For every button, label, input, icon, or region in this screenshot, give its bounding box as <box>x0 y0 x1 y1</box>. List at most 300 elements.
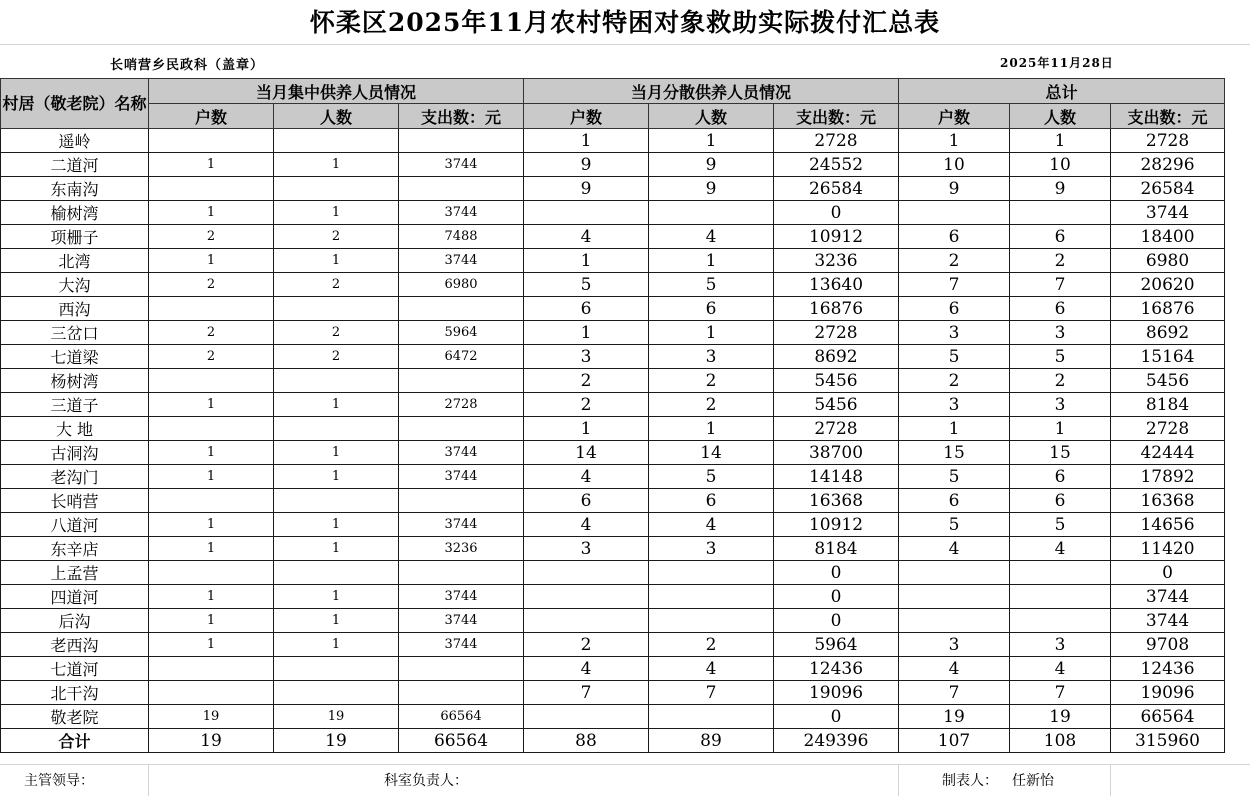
total-expense-cell: 6980 <box>1111 249 1225 273</box>
dispersed-persons-cell: 9 <box>649 153 774 177</box>
dispersed-expense-cell: 38700 <box>774 441 899 465</box>
header-centralized-support: 当月集中供养人员情况 <box>149 79 524 104</box>
central-persons-cell <box>274 417 399 441</box>
table-row <box>1 681 1225 705</box>
central-persons-cell <box>274 297 399 321</box>
total-households-cell: 4 <box>899 657 1010 681</box>
total-expense-cell: 19096 <box>1111 681 1225 705</box>
total-persons-cell: 5 <box>1010 513 1111 537</box>
total-households-cell: 5 <box>899 465 1010 489</box>
total-persons-cell: 6 <box>1010 225 1111 249</box>
central-persons-cell <box>274 369 399 393</box>
total-dispersed-expense-cell: 249396 <box>774 729 899 753</box>
dispersed-persons-cell: 3 <box>649 537 774 561</box>
central-expense-cell: 3236 <box>399 537 524 561</box>
dispersed-expense-cell: 0 <box>774 201 899 225</box>
central-households-cell: 2 <box>149 225 274 249</box>
table-row <box>1 609 1225 633</box>
total-expense-cell: 14656 <box>1111 513 1225 537</box>
village-name-cell: 遥岭 <box>1 129 149 153</box>
table-row <box>1 273 1225 297</box>
total-households-cell: 5 <box>899 513 1010 537</box>
total-persons-cell: 3 <box>1010 633 1111 657</box>
header-expense: 支出数：元 <box>399 104 524 129</box>
dispersed-expense-cell: 10912 <box>774 225 899 249</box>
central-households-cell <box>149 369 274 393</box>
total-households-cell <box>899 561 1010 585</box>
total-persons-cell <box>1010 201 1111 225</box>
total-persons-cell: 10 <box>1010 153 1111 177</box>
central-persons-cell: 1 <box>274 633 399 657</box>
village-name-cell: 杨树湾 <box>1 369 149 393</box>
total-persons-cell: 3 <box>1010 321 1111 345</box>
village-name-cell: 古洞沟 <box>1 441 149 465</box>
dispersed-households-cell: 4 <box>524 513 649 537</box>
central-persons-cell: 1 <box>274 609 399 633</box>
dispersed-households-cell <box>524 201 649 225</box>
total-households-cell: 5 <box>899 345 1010 369</box>
dispersed-persons-cell: 2 <box>649 393 774 417</box>
total-central-expense-cell: 66564 <box>399 729 524 753</box>
total-expense-cell: 2728 <box>1111 129 1225 153</box>
total-expense-cell: 2728 <box>1111 417 1225 441</box>
dispersed-persons-cell: 2 <box>649 633 774 657</box>
dispersed-expense-cell: 16368 <box>774 489 899 513</box>
dispersed-households-cell: 6 <box>524 489 649 513</box>
dispersed-persons-cell: 5 <box>649 273 774 297</box>
central-households-cell: 1 <box>149 393 274 417</box>
dispersed-expense-cell: 5456 <box>774 393 899 417</box>
office-stamp-label: 长哨营乡民政科（盖章） <box>110 58 265 73</box>
dispersed-households-cell: 4 <box>524 465 649 489</box>
signature-footer <box>0 764 1250 793</box>
header-households: 户数 <box>524 104 649 129</box>
central-expense-cell: 3744 <box>399 585 524 609</box>
preparer-label: 制表人： <box>942 773 998 789</box>
dispersed-expense-cell: 26584 <box>774 177 899 201</box>
village-name-cell: 长哨营 <box>1 489 149 513</box>
village-name-cell: 老西沟 <box>1 633 149 657</box>
table-row <box>1 321 1225 345</box>
village-name-cell: 北干沟 <box>1 681 149 705</box>
central-households-cell <box>149 129 274 153</box>
village-name-cell: 三岔口 <box>1 321 149 345</box>
central-expense-cell: 66564 <box>399 705 524 729</box>
dispersed-persons-cell: 4 <box>649 657 774 681</box>
total-households-cell: 6 <box>899 225 1010 249</box>
dispersed-households-cell: 4 <box>524 225 649 249</box>
central-expense-cell <box>399 681 524 705</box>
central-households-cell: 2 <box>149 321 274 345</box>
dispersed-persons-cell: 1 <box>649 321 774 345</box>
total-households-cell: 6 <box>899 489 1010 513</box>
dispersed-persons-cell <box>649 705 774 729</box>
table-row <box>1 585 1225 609</box>
table-row <box>1 129 1225 153</box>
total-total-expense-cell: 315960 <box>1111 729 1225 753</box>
header-total: 总计 <box>899 79 1225 104</box>
central-expense-cell <box>399 561 524 585</box>
village-name-cell: 老沟门 <box>1 465 149 489</box>
village-name-cell: 东南沟 <box>1 177 149 201</box>
table-body <box>1 129 1225 753</box>
total-persons-cell <box>1010 609 1111 633</box>
grand-total-row <box>1 729 1225 753</box>
central-persons-cell: 2 <box>274 345 399 369</box>
total-expense-cell: 9708 <box>1111 633 1225 657</box>
relief-summary-table <box>0 78 1225 753</box>
dispersed-persons-cell: 4 <box>649 225 774 249</box>
total-persons-cell: 2 <box>1010 369 1111 393</box>
total-households-cell: 3 <box>899 633 1010 657</box>
total-households-cell <box>899 585 1010 609</box>
central-persons-cell <box>274 129 399 153</box>
central-persons-cell: 1 <box>274 537 399 561</box>
dispersed-households-cell <box>524 705 649 729</box>
total-households-cell: 9 <box>899 177 1010 201</box>
header-persons: 人数 <box>274 104 399 129</box>
total-dispersed-households-cell: 88 <box>524 729 649 753</box>
central-expense-cell <box>399 417 524 441</box>
total-persons-cell <box>1010 585 1111 609</box>
central-persons-cell: 1 <box>274 513 399 537</box>
central-persons-cell: 1 <box>274 393 399 417</box>
total-expense-cell: 16876 <box>1111 297 1225 321</box>
village-name-cell: 榆树湾 <box>1 201 149 225</box>
total-expense-cell: 66564 <box>1111 705 1225 729</box>
village-name-cell: 敬老院 <box>1 705 149 729</box>
total-expense-cell: 3744 <box>1111 609 1225 633</box>
dispersed-persons-cell <box>649 609 774 633</box>
dispersed-households-cell: 2 <box>524 369 649 393</box>
header-households: 户数 <box>149 104 274 129</box>
table-row <box>1 513 1225 537</box>
dispersed-households-cell: 1 <box>524 249 649 273</box>
report-date: 2025年11月28日 <box>1000 56 1114 70</box>
central-households-cell: 1 <box>149 585 274 609</box>
header-village-name: 村居（敬老院）名称 <box>1 79 149 129</box>
total-persons-cell: 4 <box>1010 537 1111 561</box>
total-households-cell: 7 <box>899 273 1010 297</box>
total-households-cell: 4 <box>899 537 1010 561</box>
footer-gridline <box>148 764 149 796</box>
header-persons: 人数 <box>1010 104 1111 129</box>
total-households-cell <box>899 201 1010 225</box>
central-expense-cell: 6980 <box>399 273 524 297</box>
dispersed-persons-cell: 4 <box>649 513 774 537</box>
central-expense-cell: 2728 <box>399 393 524 417</box>
dispersed-expense-cell: 5456 <box>774 369 899 393</box>
total-persons-cell: 15 <box>1010 441 1111 465</box>
dispersed-households-cell: 1 <box>524 129 649 153</box>
total-persons-cell: 6 <box>1010 465 1111 489</box>
dispersed-households-cell: 6 <box>524 297 649 321</box>
dispersed-persons-cell: 3 <box>649 345 774 369</box>
central-expense-cell: 3744 <box>399 201 524 225</box>
total-households-cell: 7 <box>899 681 1010 705</box>
header-households: 户数 <box>899 104 1010 129</box>
village-name-cell: 东辛店 <box>1 537 149 561</box>
total-persons-cell: 4 <box>1010 657 1111 681</box>
central-persons-cell <box>274 657 399 681</box>
central-persons-cell <box>274 177 399 201</box>
central-persons-cell: 1 <box>274 201 399 225</box>
dispersed-expense-cell: 13640 <box>774 273 899 297</box>
dispersed-expense-cell: 0 <box>774 705 899 729</box>
dispersed-persons-cell: 1 <box>649 417 774 441</box>
central-persons-cell: 19 <box>274 705 399 729</box>
central-expense-cell: 7488 <box>399 225 524 249</box>
total-expense-cell: 16368 <box>1111 489 1225 513</box>
table-row <box>1 201 1225 225</box>
header-persons: 人数 <box>649 104 774 129</box>
total-village-name-cell: 合计 <box>1 729 149 753</box>
table-row <box>1 249 1225 273</box>
total-expense-cell: 17892 <box>1111 465 1225 489</box>
table-row <box>1 633 1225 657</box>
dispersed-expense-cell: 24552 <box>774 153 899 177</box>
header-expense: 支出数：元 <box>774 104 899 129</box>
central-persons-cell <box>274 561 399 585</box>
dispersed-expense-cell: 5964 <box>774 633 899 657</box>
dispersed-households-cell: 1 <box>524 417 649 441</box>
table-row <box>1 705 1225 729</box>
central-persons-cell: 2 <box>274 273 399 297</box>
total-total-persons-cell: 108 <box>1010 729 1111 753</box>
central-expense-cell <box>399 129 524 153</box>
dispersed-expense-cell: 8184 <box>774 537 899 561</box>
dispersed-persons-cell <box>649 585 774 609</box>
table-row <box>1 393 1225 417</box>
total-households-cell: 19 <box>899 705 1010 729</box>
dispersed-households-cell: 9 <box>524 177 649 201</box>
central-households-cell: 1 <box>149 513 274 537</box>
preparer-name: 任新怡 <box>1012 773 1054 789</box>
total-expense-cell: 28296 <box>1111 153 1225 177</box>
central-households-cell: 1 <box>149 201 274 225</box>
dispersed-persons-cell: 5 <box>649 465 774 489</box>
total-households-cell: 3 <box>899 321 1010 345</box>
dispersed-households-cell <box>524 561 649 585</box>
central-households-cell <box>149 297 274 321</box>
total-central-households-cell: 19 <box>149 729 274 753</box>
central-households-cell: 19 <box>149 705 274 729</box>
dispersed-households-cell: 3 <box>524 537 649 561</box>
central-persons-cell <box>274 489 399 513</box>
footer-gridline <box>898 764 899 796</box>
central-expense-cell: 3744 <box>399 153 524 177</box>
total-persons-cell: 5 <box>1010 345 1111 369</box>
village-name-cell: 上孟营 <box>1 561 149 585</box>
dispersed-expense-cell: 2728 <box>774 417 899 441</box>
dispersed-households-cell <box>524 585 649 609</box>
dispersed-persons-cell: 6 <box>649 489 774 513</box>
dispersed-expense-cell: 8692 <box>774 345 899 369</box>
central-expense-cell: 3744 <box>399 633 524 657</box>
central-persons-cell: 1 <box>274 465 399 489</box>
leader-label: 主管领导： <box>24 773 94 789</box>
dispersed-expense-cell: 10912 <box>774 513 899 537</box>
central-households-cell: 1 <box>149 249 274 273</box>
total-persons-cell: 6 <box>1010 489 1111 513</box>
dispersed-expense-cell: 14148 <box>774 465 899 489</box>
table-row <box>1 177 1225 201</box>
village-name-cell: 项栅子 <box>1 225 149 249</box>
central-expense-cell: 3744 <box>399 249 524 273</box>
village-name-cell: 大沟 <box>1 273 149 297</box>
total-persons-cell: 9 <box>1010 177 1111 201</box>
subtitle-row <box>0 44 1250 78</box>
village-name-cell: 二道河 <box>1 153 149 177</box>
dispersed-persons-cell <box>649 561 774 585</box>
central-households-cell: 2 <box>149 273 274 297</box>
total-central-persons-cell: 19 <box>274 729 399 753</box>
central-expense-cell: 3744 <box>399 609 524 633</box>
total-households-cell: 1 <box>899 417 1010 441</box>
dispersed-expense-cell: 3236 <box>774 249 899 273</box>
total-persons-cell: 1 <box>1010 129 1111 153</box>
total-expense-cell: 3744 <box>1111 585 1225 609</box>
total-expense-cell: 42444 <box>1111 441 1225 465</box>
central-households-cell: 1 <box>149 465 274 489</box>
central-households-cell <box>149 177 274 201</box>
table-row <box>1 369 1225 393</box>
dispersed-households-cell: 5 <box>524 273 649 297</box>
dispersed-households-cell: 3 <box>524 345 649 369</box>
table-row <box>1 489 1225 513</box>
total-dispersed-persons-cell: 89 <box>649 729 774 753</box>
total-expense-cell: 20620 <box>1111 273 1225 297</box>
total-expense-cell: 15164 <box>1111 345 1225 369</box>
central-expense-cell: 3744 <box>399 465 524 489</box>
table-row <box>1 657 1225 681</box>
dispersed-expense-cell: 16876 <box>774 297 899 321</box>
table-row <box>1 345 1225 369</box>
total-expense-cell: 0 <box>1111 561 1225 585</box>
table-row <box>1 465 1225 489</box>
total-households-cell: 2 <box>899 249 1010 273</box>
central-households-cell: 1 <box>149 441 274 465</box>
central-expense-cell <box>399 489 524 513</box>
total-persons-cell: 7 <box>1010 273 1111 297</box>
footer-gridline <box>1110 764 1111 796</box>
dispersed-households-cell: 14 <box>524 441 649 465</box>
total-expense-cell: 5456 <box>1111 369 1225 393</box>
central-households-cell <box>149 561 274 585</box>
village-name-cell: 四道河 <box>1 585 149 609</box>
central-persons-cell: 2 <box>274 225 399 249</box>
total-expense-cell: 8184 <box>1111 393 1225 417</box>
central-persons-cell: 1 <box>274 249 399 273</box>
total-expense-cell: 8692 <box>1111 321 1225 345</box>
central-expense-cell: 3744 <box>399 513 524 537</box>
village-name-cell: 大 地 <box>1 417 149 441</box>
central-persons-cell: 1 <box>274 441 399 465</box>
table-row <box>1 225 1225 249</box>
table-row <box>1 441 1225 465</box>
village-name-cell: 七道河 <box>1 657 149 681</box>
dispersed-expense-cell: 2728 <box>774 129 899 153</box>
central-households-cell: 1 <box>149 633 274 657</box>
central-persons-cell <box>274 681 399 705</box>
total-persons-cell: 2 <box>1010 249 1111 273</box>
central-expense-cell: 5964 <box>399 321 524 345</box>
dispersed-households-cell: 2 <box>524 633 649 657</box>
dispersed-persons-cell: 7 <box>649 681 774 705</box>
central-households-cell: 1 <box>149 153 274 177</box>
village-name-cell: 三道子 <box>1 393 149 417</box>
central-expense-cell <box>399 177 524 201</box>
central-expense-cell: 6472 <box>399 345 524 369</box>
village-name-cell: 后沟 <box>1 609 149 633</box>
dispersed-persons-cell: 9 <box>649 177 774 201</box>
dispersed-households-cell: 7 <box>524 681 649 705</box>
central-households-cell: 1 <box>149 537 274 561</box>
total-persons-cell: 1 <box>1010 417 1111 441</box>
dispersed-households-cell: 4 <box>524 657 649 681</box>
dispersed-expense-cell: 0 <box>774 585 899 609</box>
central-households-cell: 1 <box>149 609 274 633</box>
village-name-cell: 北湾 <box>1 249 149 273</box>
report-title: 怀柔区2025年11月农村特困对象救助实际拨付汇总表 <box>309 8 941 37</box>
total-persons-cell: 6 <box>1010 297 1111 321</box>
total-households-cell: 10 <box>899 153 1010 177</box>
total-households-cell <box>899 609 1010 633</box>
total-persons-cell: 7 <box>1010 681 1111 705</box>
dispersed-households-cell: 1 <box>524 321 649 345</box>
total-persons-cell: 19 <box>1010 705 1111 729</box>
table-row <box>1 537 1225 561</box>
dispersed-persons-cell: 1 <box>649 129 774 153</box>
central-persons-cell: 2 <box>274 321 399 345</box>
total-expense-cell: 3744 <box>1111 201 1225 225</box>
dispersed-persons-cell: 1 <box>649 249 774 273</box>
table-row <box>1 561 1225 585</box>
village-name-cell: 七道梁 <box>1 345 149 369</box>
central-expense-cell <box>399 369 524 393</box>
table-row <box>1 297 1225 321</box>
total-persons-cell <box>1010 561 1111 585</box>
dispersed-expense-cell: 2728 <box>774 321 899 345</box>
central-households-cell <box>149 657 274 681</box>
total-persons-cell: 3 <box>1010 393 1111 417</box>
village-name-cell: 西沟 <box>1 297 149 321</box>
dispersed-expense-cell: 12436 <box>774 657 899 681</box>
village-name-cell: 八道河 <box>1 513 149 537</box>
total-expense-cell: 11420 <box>1111 537 1225 561</box>
dispersed-persons-cell: 2 <box>649 369 774 393</box>
total-households-cell: 15 <box>899 441 1010 465</box>
total-expense-cell: 12436 <box>1111 657 1225 681</box>
central-households-cell <box>149 417 274 441</box>
dispersed-persons-cell: 14 <box>649 441 774 465</box>
total-households-cell: 1 <box>899 129 1010 153</box>
total-households-cell: 3 <box>899 393 1010 417</box>
table-row <box>1 153 1225 177</box>
dispersed-households-cell <box>524 609 649 633</box>
central-persons-cell: 1 <box>274 153 399 177</box>
header-dispersed-support: 当月分散供养人员情况 <box>524 79 899 104</box>
section-head-label: 科室负责人： <box>384 773 468 789</box>
dispersed-expense-cell: 0 <box>774 561 899 585</box>
table-row <box>1 417 1225 441</box>
total-total-households-cell: 107 <box>899 729 1010 753</box>
dispersed-expense-cell: 19096 <box>774 681 899 705</box>
total-households-cell: 2 <box>899 369 1010 393</box>
central-expense-cell <box>399 297 524 321</box>
header-expense: 支出数：元 <box>1111 104 1225 129</box>
central-households-cell <box>149 489 274 513</box>
